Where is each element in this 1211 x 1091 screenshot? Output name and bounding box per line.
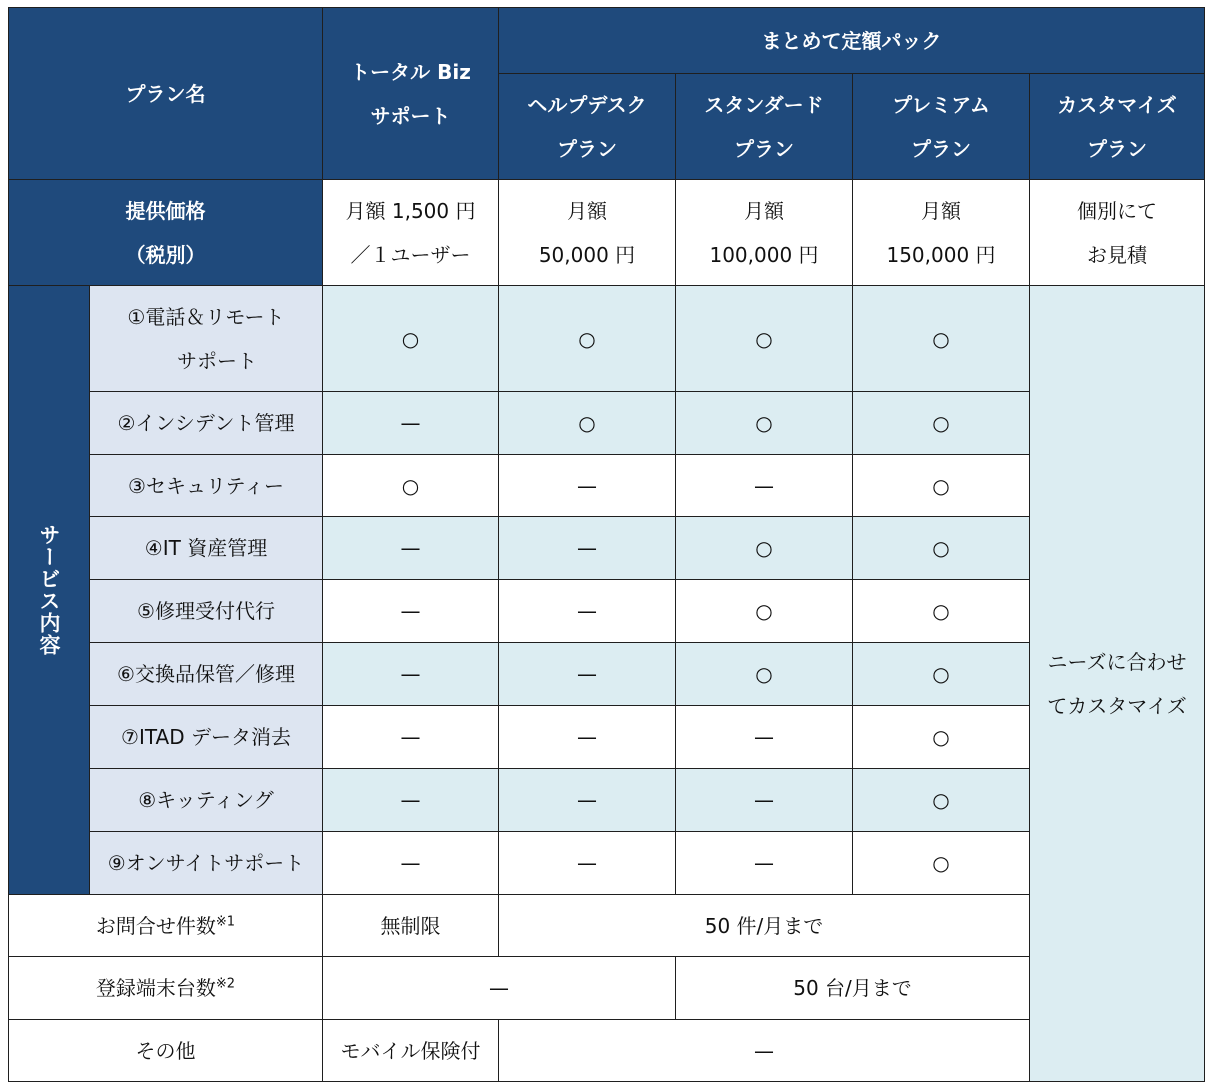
service-3-helpdesk: — [499, 455, 676, 517]
price-label [9, 180, 323, 286]
service-3-total-biz: ○ [323, 455, 499, 517]
service-9-premium: ○ [853, 832, 1030, 895]
service-name-8: ⑧キッティング [90, 769, 323, 832]
service-7-helpdesk: — [499, 706, 676, 769]
price-total-biz-line2: ／１ユーザー [350, 242, 471, 267]
customize-note [1030, 286, 1205, 1082]
devices-label [9, 957, 323, 1020]
devices-right: 50 台/月まで [676, 957, 1030, 1020]
price-standard [676, 180, 853, 286]
inquiries-row [9, 895, 1205, 957]
service-row-7 [9, 706, 1205, 769]
service-name-7: ⑦ITAD データ消去 [90, 706, 323, 769]
header-pack-group: まとめて定額パック [499, 8, 1205, 74]
inquiries-total-biz: 無制限 [323, 895, 499, 957]
price-total-biz [323, 180, 499, 286]
service-label: サービス内容 [9, 286, 90, 895]
header-customize-line1: カスタマイズ [1057, 92, 1177, 117]
service-row-2 [9, 392, 1205, 455]
service-6-helpdesk: — [499, 643, 676, 706]
service-9-helpdesk: — [499, 832, 676, 895]
header-customize [1030, 74, 1205, 180]
service-row-5 [9, 580, 1205, 643]
service-row-6 [9, 643, 1205, 706]
service-5-total-biz: — [323, 580, 499, 643]
devices-footnote-mark: ※2 [215, 976, 236, 992]
devices-row [9, 957, 1205, 1020]
price-total-biz-line1: 月額 1,500 円 [345, 198, 476, 223]
inquiries-label-text: お問合せ件数 [95, 913, 216, 938]
price-customize-line2: お見積 [1087, 242, 1147, 267]
service-6-premium: ○ [853, 643, 1030, 706]
service-7-total-biz: — [323, 706, 499, 769]
service-4-premium: ○ [853, 517, 1030, 580]
service-1-premium: ○ [853, 286, 1030, 392]
service-3-premium: ○ [853, 455, 1030, 517]
price-standard-line2: 100,000 円 [709, 242, 819, 267]
service-4-helpdesk: — [499, 517, 676, 580]
service-4-total-biz: — [323, 517, 499, 580]
header-premium-line2: プラン [911, 136, 971, 161]
service-row-1 [9, 286, 1205, 392]
price-premium-line2: 150,000 円 [886, 242, 996, 267]
service-4-standard: ○ [676, 517, 853, 580]
header-standard-line1: スタンダード [704, 92, 824, 117]
service-8-standard: — [676, 769, 853, 832]
price-customize [1030, 180, 1205, 286]
service-name-6: ⑥交換品保管／修理 [90, 643, 323, 706]
other-plans: — [499, 1020, 1030, 1082]
header-helpdesk-line2: プラン [557, 136, 617, 161]
header-total-biz-line2: サポート [370, 103, 451, 128]
header-helpdesk [499, 74, 676, 180]
service-1-helpdesk: ○ [499, 286, 676, 392]
service-8-total-biz: — [323, 769, 499, 832]
service-name-3: ③セキュリティー [90, 455, 323, 517]
price-premium [853, 180, 1030, 286]
header-plan-name: プラン名 [9, 8, 323, 180]
service-name-2: ②インシデント管理 [90, 392, 323, 455]
service-row-8 [9, 769, 1205, 832]
service-name-4: ④IT 資産管理 [90, 517, 323, 580]
price-label-line2: （税別） [125, 242, 206, 267]
other-label: その他 [9, 1020, 323, 1082]
devices-left: — [323, 957, 676, 1020]
service-1-total-biz: ○ [323, 286, 499, 392]
service-name-5: ⑤修理受付代行 [90, 580, 323, 643]
price-helpdesk-line1: 月額 [567, 198, 607, 223]
service-1-standard: ○ [676, 286, 853, 392]
inquiries-footnote-mark: ※1 [215, 913, 236, 929]
service-6-standard: ○ [676, 643, 853, 706]
header-premium [853, 74, 1030, 180]
inquiries-plans: 50 件/月まで [499, 895, 1030, 957]
service-6-total-biz: — [323, 643, 499, 706]
service-8-helpdesk: — [499, 769, 676, 832]
service-name-1-line2: サポート [177, 348, 257, 373]
service-2-total-biz: — [323, 392, 499, 455]
other-total-biz: モバイル保険付 [323, 1020, 499, 1082]
service-name-1 [90, 286, 323, 392]
service-row-9 [9, 832, 1205, 895]
service-row-3 [9, 455, 1205, 517]
service-name-9: ⑨オンサイトサポート [90, 832, 323, 895]
service-name-1-line1: ①電話＆リモート [127, 304, 285, 329]
service-5-helpdesk: — [499, 580, 676, 643]
header-total-biz-line1: トータル Biz [350, 59, 471, 84]
price-premium-line1: 月額 [921, 198, 961, 223]
price-label-line1: 提供価格 [125, 198, 206, 223]
header-customize-line2: プラン [1087, 136, 1147, 161]
header-standard [676, 74, 853, 180]
service-5-premium: ○ [853, 580, 1030, 643]
service-7-premium: ○ [853, 706, 1030, 769]
header-standard-line2: プラン [734, 136, 794, 161]
header-total-biz [323, 8, 499, 180]
price-helpdesk-line2: 50,000 円 [538, 242, 636, 267]
header-premium-line1: プレミアム [892, 92, 990, 117]
service-2-helpdesk: ○ [499, 392, 676, 455]
customize-note-line2: てカスタマイズ [1047, 693, 1187, 718]
plan-comparison-table [8, 7, 1205, 1082]
devices-label-text: 登録端末台数 [95, 976, 216, 1000]
price-customize-line1: 個別にて [1077, 198, 1157, 223]
service-9-total-biz: — [323, 832, 499, 895]
service-7-standard: — [676, 706, 853, 769]
service-row-4 [9, 517, 1205, 580]
header-helpdesk-line1: ヘルプデスク [527, 92, 647, 117]
service-5-standard: ○ [676, 580, 853, 643]
inquiries-label [9, 895, 323, 957]
service-2-premium: ○ [853, 392, 1030, 455]
service-3-standard: — [676, 455, 853, 517]
price-helpdesk [499, 180, 676, 286]
service-9-standard: — [676, 832, 853, 895]
price-standard-line1: 月額 [744, 198, 784, 223]
service-2-standard: ○ [676, 392, 853, 455]
service-8-premium: ○ [853, 769, 1030, 832]
customize-note-line1: ニーズに合わせ [1047, 649, 1187, 674]
other-row [9, 1020, 1205, 1082]
